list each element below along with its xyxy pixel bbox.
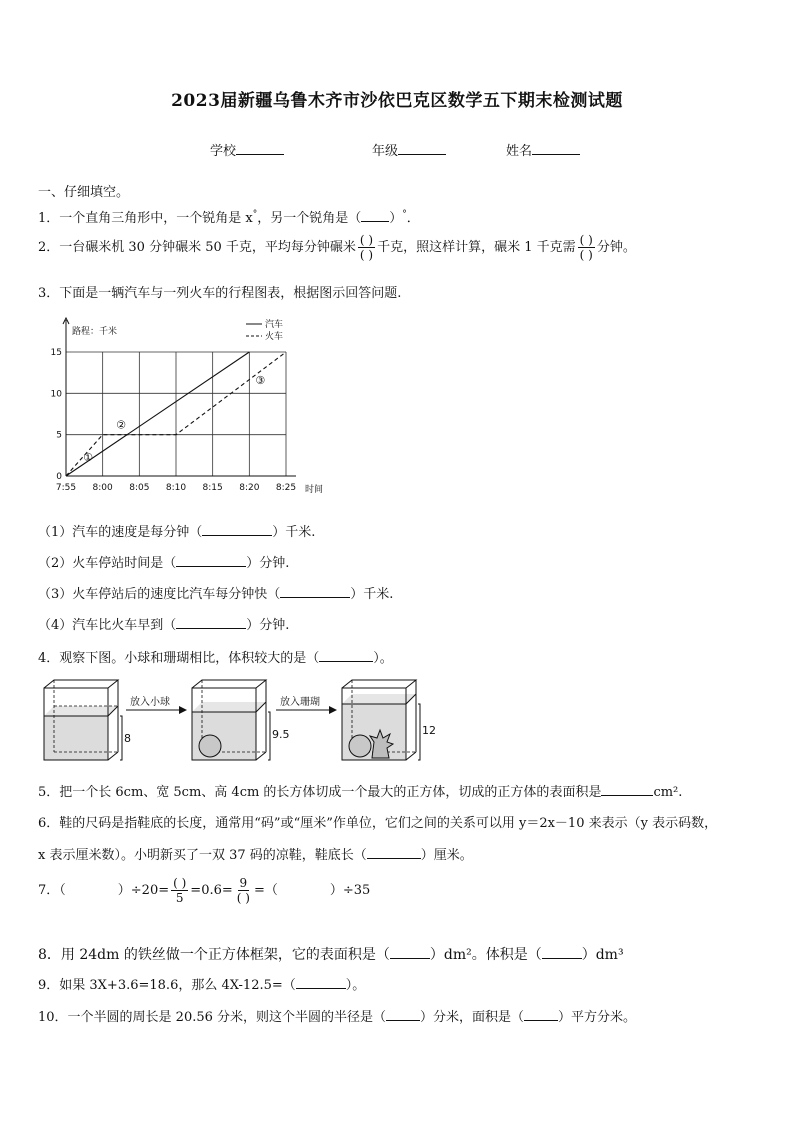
q7-text-c: =0.6= xyxy=(190,883,233,898)
q10-text-b: ）分米，面积是（ xyxy=(420,1010,525,1025)
q2-frac2-den: ( ) xyxy=(579,248,593,262)
q9-text-a: 9．如果 3X+3.6=18.6，那么 4X-12.5=（ xyxy=(38,978,296,993)
q10-text-c: ）平方分米。 xyxy=(558,1010,637,1025)
grade-label: 年级 xyxy=(372,144,399,159)
travel-chart xyxy=(50,310,350,500)
q1-text-b: ，另一个锐角是（ xyxy=(257,211,362,226)
arrow-label-ball: 放入小球 xyxy=(130,697,170,708)
q3-sub-3 xyxy=(38,583,393,602)
q3-sub4-blank[interactable] xyxy=(176,616,246,629)
question-10 xyxy=(38,1006,636,1025)
volume-illustration xyxy=(40,676,450,768)
height-label-2: 9.5 xyxy=(272,728,290,741)
y-tick-label: 0 xyxy=(56,472,62,482)
y-tick-label: 10 xyxy=(50,389,62,400)
height-label-3: 12 xyxy=(422,724,436,737)
q3-sub2-blank[interactable] xyxy=(176,554,246,567)
q7-text-d: =（ xyxy=(253,883,278,898)
q1-text-c: ） xyxy=(389,211,403,226)
q2-frac1-num: ( ) xyxy=(359,233,374,247)
question-3-stem: 3．下面是一辆汽车与一列火车的行程图表，根据图示回答问题. xyxy=(38,286,402,301)
q2-text-b: 千克，照这样计算，碾米 1 千克需 xyxy=(377,240,576,255)
x-tick-label: 8:15 xyxy=(202,483,223,493)
question-4 xyxy=(38,647,393,666)
q6-text-b: ）厘米。 xyxy=(420,848,473,863)
q4-text: 4．观察下图。小球和珊瑚相比，体积较大的是（ xyxy=(38,651,320,666)
q7-frac1-num: ( ) xyxy=(173,876,187,890)
q2-fraction-1[interactable] xyxy=(358,233,375,262)
q3-sub3-end: ）千米. xyxy=(350,587,394,602)
x-tick-label: 8:00 xyxy=(92,483,113,493)
height-label-1: 8 xyxy=(124,732,131,745)
q3-sub1-end: ）千米. xyxy=(272,525,316,540)
q2-text-a: 2．一台碾米机 30 分钟碾米 50 千克，平均每分钟碾米 xyxy=(38,240,356,255)
q1-answer-blank[interactable] xyxy=(361,209,389,222)
q7-text-b: ）÷20= xyxy=(117,883,170,898)
q7-fraction-1[interactable] xyxy=(171,876,188,905)
q3-sub-1 xyxy=(38,521,315,540)
q8-blank-1[interactable] xyxy=(390,946,430,959)
series-line-car xyxy=(66,352,249,476)
question-5 xyxy=(38,781,682,800)
q8-text-a: 8．用 24dm 的铁丝做一个正方体框架，它的表面积是（ xyxy=(38,947,390,963)
name-label: 姓名 xyxy=(506,144,533,159)
x-tick-label: 7:55 xyxy=(55,483,77,493)
question-8 xyxy=(38,944,624,964)
segment-marker: ① xyxy=(83,450,93,464)
q5-answer-blank[interactable] xyxy=(601,783,653,796)
x-tick-label: 8:10 xyxy=(165,483,187,493)
q9-answer-blank[interactable] xyxy=(296,976,346,989)
question-9 xyxy=(38,974,365,993)
legend-label: 汽车 xyxy=(265,320,284,330)
q6-text-a: x 表示厘米数）。小明新买了一双 37 码的凉鞋，鞋底长（ xyxy=(38,848,367,863)
q1-degree-2: ° xyxy=(402,209,407,220)
school-label: 学校 xyxy=(210,144,237,159)
q3-sub3-text: （3）火车停站后的速度比汽车每分钟快（ xyxy=(38,587,281,602)
question-6-line-2 xyxy=(38,844,473,863)
q3-sub4-text: （4）汽车比火车早到（ xyxy=(38,618,177,633)
q1-text-d: ． xyxy=(406,211,420,226)
section-heading: 一、仔细填空。 xyxy=(38,185,130,200)
q7-fraction-2[interactable] xyxy=(235,876,252,905)
q7-text-a: 7．（ xyxy=(38,883,66,898)
q3-sub1-text: （1）汽车的速度是每分钟（ xyxy=(38,525,203,540)
chart-grid xyxy=(63,318,296,476)
question-2 xyxy=(38,233,636,262)
ball-in-container-3 xyxy=(349,735,371,757)
q1-text-a: 1．一个直角三角形中，一个锐角是 x xyxy=(38,211,253,226)
q8-blank-2[interactable] xyxy=(542,946,582,959)
q3-sub4-end: ）分钟. xyxy=(246,618,290,633)
grade-field[interactable] xyxy=(372,140,446,159)
q4-text-end: ）。 xyxy=(373,651,393,666)
x-axis-title: 时间 xyxy=(304,485,324,495)
x-tick-label: 8:20 xyxy=(239,483,260,493)
q9-text-b: ）。 xyxy=(345,978,366,993)
q1-degree-1: ° xyxy=(252,209,258,220)
question-6-line-1: 6．鞋的尺码是指鞋底的长度，通常用“码”或“厘米”作单位，它们之间的关系可以用 y＝2x－10 来表示（y 表示码数， xyxy=(38,816,718,831)
container-1 xyxy=(44,680,131,760)
q10-text-a: 10．一个半圆的周长是 20.56 分米，则这个半圆的半径是（ xyxy=(38,1010,387,1025)
q3-sub3-blank[interactable] xyxy=(280,585,350,598)
y-axis-title: 路程：千米 xyxy=(72,327,118,337)
y-tick-label: 5 xyxy=(56,430,62,441)
x-tick-label: 8:25 xyxy=(275,483,297,493)
q2-fraction-2[interactable] xyxy=(578,233,595,262)
segment-marker: ③ xyxy=(255,374,266,388)
q2-frac2-num: ( ) xyxy=(579,233,593,247)
q2-text-c: 分钟。 xyxy=(596,240,636,255)
y-tick-label: 15 xyxy=(50,348,62,358)
page-title: 2023届新疆乌鲁木齐市沙依巴克区数学五下期末检测试题 xyxy=(171,91,623,111)
chart-labels xyxy=(51,318,323,495)
question-7 xyxy=(38,876,370,905)
q3-sub2-text: （2）火车停站时间是（ xyxy=(38,556,177,571)
school-field[interactable] xyxy=(210,140,284,159)
q6-answer-blank[interactable] xyxy=(367,846,421,859)
container-3 xyxy=(342,680,436,760)
q3-sub-4 xyxy=(38,614,289,633)
small-ball xyxy=(199,735,221,757)
q7-frac1-den: 5 xyxy=(175,891,184,905)
q8-text-b: ）dm²。体积是（ xyxy=(429,947,542,963)
q7-frac2-num: 9 xyxy=(239,876,248,890)
legend-label: 火车 xyxy=(265,332,284,342)
q4-answer-blank[interactable] xyxy=(319,649,373,662)
x-tick-label: 8:05 xyxy=(129,483,150,493)
q3-sub-2 xyxy=(38,552,289,571)
container-2 xyxy=(192,680,290,760)
q7-frac2-den: ( ) xyxy=(236,891,250,905)
q10-blank-2[interactable] xyxy=(524,1008,558,1021)
question-1 xyxy=(38,207,420,226)
q7-text-e: ）÷35 xyxy=(329,883,371,898)
q3-sub1-blank[interactable] xyxy=(202,523,272,536)
q5-unit: cm². xyxy=(653,785,683,800)
q10-blank-1[interactable] xyxy=(386,1008,420,1021)
name-field[interactable] xyxy=(506,140,580,159)
segment-marker: ② xyxy=(116,418,126,432)
q3-sub2-end: ）分钟. xyxy=(246,556,290,571)
q8-text-c: ）dm³ xyxy=(581,947,624,963)
q2-frac1-den: ( ) xyxy=(359,248,374,262)
arrow-label-coral: 放入珊瑚 xyxy=(280,697,320,708)
q5-text: 5．把一个长 6cm、宽 5cm、高 4cm 的长方体切成一个最大的正方体，切成的正方体的表面积是 xyxy=(38,785,602,800)
